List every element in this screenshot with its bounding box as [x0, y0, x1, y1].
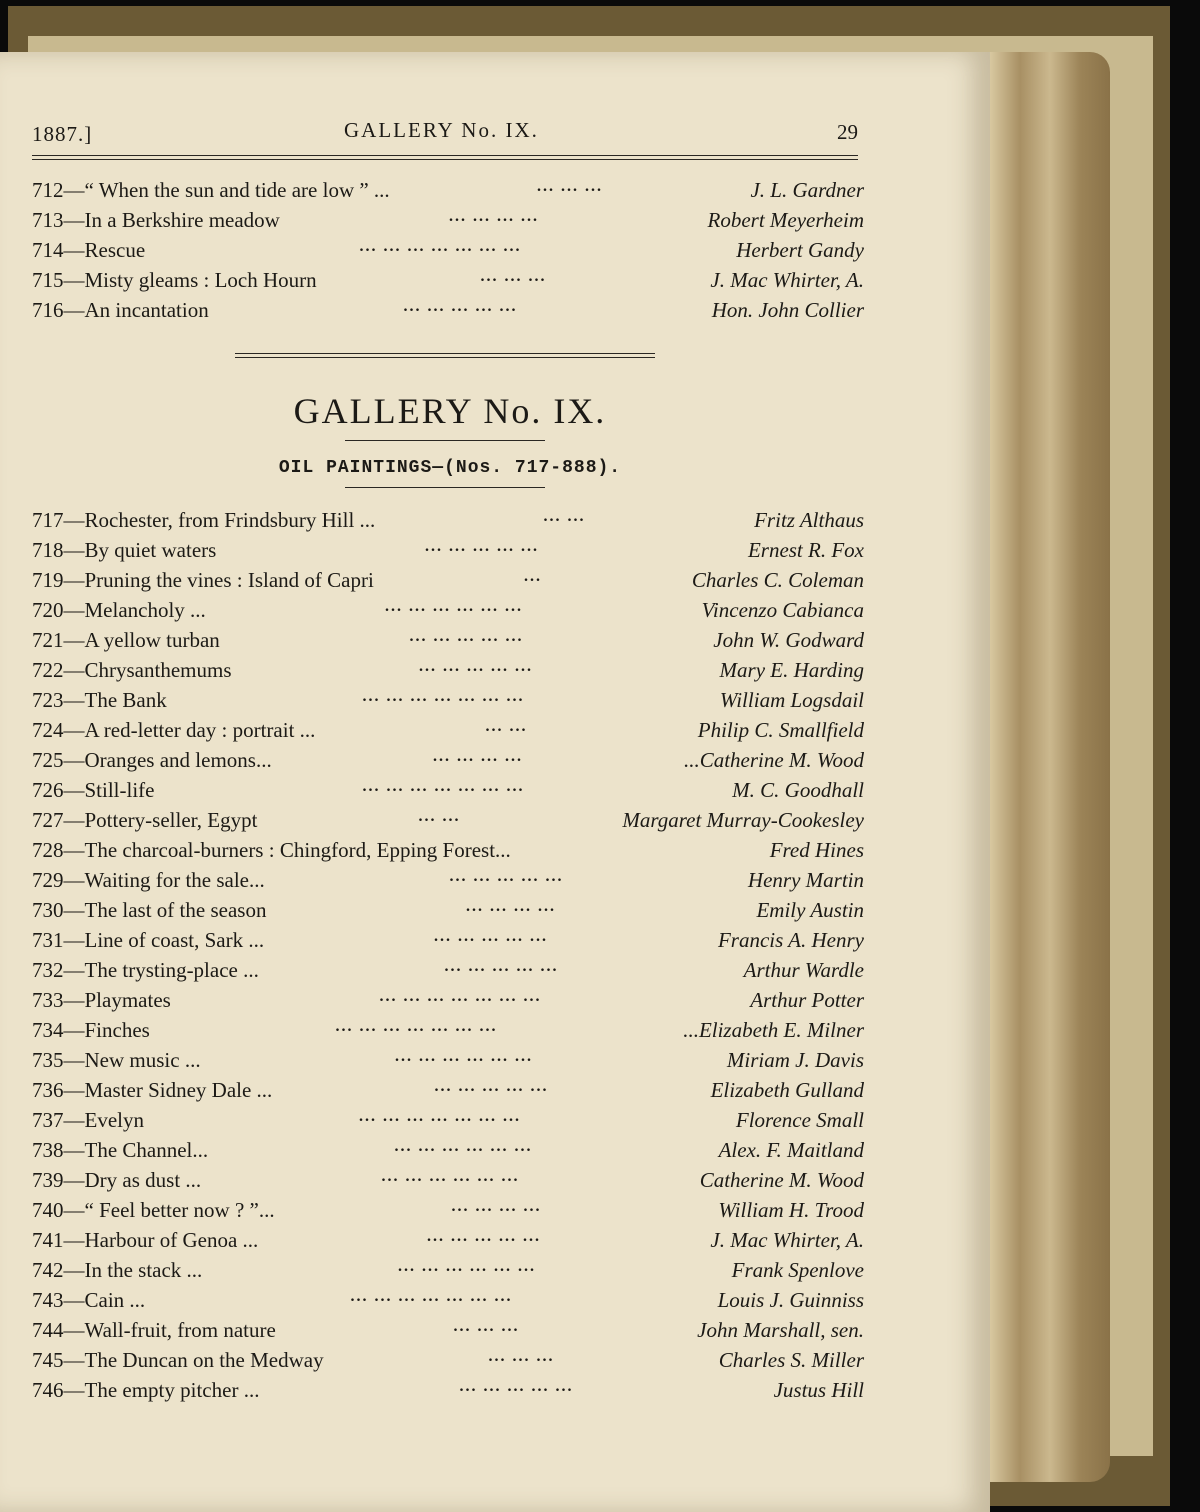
catalogue-entry	[32, 1226, 864, 1256]
entry-title: 714—Rescue	[32, 238, 146, 262]
leader-dots: ... ... ... ... ...	[444, 958, 559, 975]
entry-title: 741—Harbour of Genoa ...	[32, 1228, 259, 1252]
catalogue-entry	[32, 206, 864, 236]
catalogue-entry	[32, 1016, 864, 1046]
entry-artist: ...Catherine M. Wood	[683, 748, 864, 772]
entry-title: 738—The Channel...	[32, 1138, 209, 1162]
leader-dots: ... ... ... ...	[466, 898, 556, 915]
leader-dots: ... ... ... ...	[449, 208, 539, 225]
entry-artist: Fred Hines	[769, 838, 864, 862]
catalogue-entry	[32, 836, 864, 866]
entry-artist: Frank Spenlove	[731, 1258, 864, 1282]
catalogue-entry	[32, 746, 864, 776]
entry-artist: John W. Godward	[713, 628, 864, 652]
entry-title: 723—The Bank	[32, 688, 167, 712]
entry-title: 733—Playmates	[32, 988, 171, 1012]
leader-dots: ... ... ... ... ... ... ...	[335, 1018, 498, 1035]
entry-title: 739—Dry as dust ...	[32, 1168, 202, 1192]
entry-title: 742—In the stack ...	[32, 1258, 203, 1282]
entry-artist: William H. Trood	[718, 1198, 864, 1222]
catalogue-entry	[32, 236, 864, 266]
entry-title: 729—Waiting for the sale...	[32, 868, 265, 892]
catalogue-entry	[32, 986, 864, 1016]
entry-title: 715—Misty gleams : Loch Hourn	[32, 268, 317, 292]
entry-title: 746—The empty pitcher ...	[32, 1378, 260, 1402]
catalogue-entry	[32, 176, 864, 206]
catalogue-list	[32, 506, 864, 1406]
catalogue-entry	[32, 1196, 864, 1226]
leader-dots: ... ... ...	[537, 178, 603, 195]
catalogue-entry	[32, 596, 864, 626]
catalogue-entry	[32, 926, 864, 956]
entry-title: 724—A red-letter day : portrait ...	[32, 718, 316, 742]
entry-title: 716—An incantation	[32, 298, 209, 322]
catalogue-entry	[32, 1136, 864, 1166]
entry-title: 731—Line of coast, Sark ...	[32, 928, 265, 952]
catalogue-entry	[32, 1046, 864, 1076]
catalogue-entry	[32, 1166, 864, 1196]
entry-artist: Henry Martin	[747, 868, 864, 892]
leader-dots: ... ... ... ... ... ...	[395, 1048, 533, 1065]
entry-title: 727—Pottery-seller, Egypt	[32, 808, 258, 832]
entry-title: 730—The last of the season	[32, 898, 267, 922]
leader-dots: ... ... ... ...	[451, 1198, 542, 1215]
leader-dots: ... ... ...	[480, 268, 547, 285]
leader-dots: ... ... ... ... ...	[459, 1378, 574, 1395]
leader-dots: ... ... ... ... ... ... ...	[379, 988, 542, 1005]
leader-dots: ... ... ... ... ... ... ...	[359, 1108, 521, 1125]
entry-artist: M. C. Goodhall	[732, 778, 864, 802]
entry-artist: Charles S. Miller	[718, 1348, 864, 1372]
entry-title: 718—By quiet waters	[32, 538, 217, 562]
leader-dots: ... ... ... ... ...	[449, 868, 564, 885]
catalogue-entry	[32, 1076, 864, 1106]
previous-gallery-list	[32, 176, 864, 326]
entry-artist: Fritz Althaus	[754, 508, 864, 532]
entry-artist: William Logsdail	[719, 688, 864, 712]
entry-artist: John Marshall, sen.	[697, 1318, 864, 1342]
leader-dots: ...	[524, 568, 542, 585]
leader-dots: ... ... ... ... ... ...	[394, 1138, 533, 1155]
entry-title: 725—Oranges and lemons...	[32, 748, 272, 772]
entry-artist: Alex. F. Maitland	[718, 1138, 864, 1162]
catalogue-entry	[32, 1316, 864, 1346]
entry-artist: Justus Hill	[773, 1378, 864, 1402]
catalogue-entry	[32, 896, 864, 926]
entry-title: 737—Evelyn	[32, 1108, 144, 1132]
entry-artist: Vincenzo Cabianca	[701, 598, 864, 622]
catalogue-entry	[32, 536, 864, 566]
page-number: 29	[837, 120, 858, 144]
entry-title: 722—Chrysanthemums	[32, 658, 232, 682]
entry-artist: Emily Austin	[756, 898, 864, 922]
leader-dots: ... ... ...	[488, 1348, 555, 1365]
leader-dots: ... ... ... ... ... ... ...	[362, 778, 525, 795]
catalogue-entry	[32, 506, 864, 536]
catalogue-entry	[32, 776, 864, 806]
entry-title: 717—Rochester, from Frindsbury Hill ...	[32, 508, 376, 532]
entry-artist: Philip C. Smallfield	[697, 718, 864, 742]
leader-dots: ... ... ... ... ...	[409, 628, 524, 645]
subtitle-rule	[345, 487, 545, 488]
catalogue-entry	[32, 1376, 864, 1406]
catalogue-entry	[32, 956, 864, 986]
section-subtitle: OIL PAINTINGS—(Nos. 717-888).	[278, 458, 622, 478]
catalogue-entry	[32, 296, 864, 326]
leader-dots: ... ... ... ... ... ...	[398, 1258, 536, 1275]
entry-title: 736—Master Sidney Dale ...	[32, 1078, 273, 1102]
entry-artist: Miriam J. Davis	[726, 1048, 864, 1072]
leader-dots: ... ...	[485, 718, 528, 735]
catalogue-entry	[32, 686, 864, 716]
leader-dots: ... ...	[543, 508, 586, 525]
running-head	[32, 118, 858, 148]
section-divider	[235, 353, 655, 358]
entry-artist: Robert Meyerheim	[707, 208, 864, 232]
leader-dots: ... ... ... ... ... ... ...	[350, 1288, 513, 1305]
leader-dots: ... ...	[418, 808, 461, 825]
catalogue-entry	[32, 626, 864, 656]
catalogue-entry	[32, 1346, 864, 1376]
leader-dots: ... ... ... ... ...	[403, 298, 518, 315]
leader-dots: ... ... ... ... ...	[425, 538, 539, 555]
entry-title: 726—Still-life	[32, 778, 155, 802]
leader-dots: ... ... ... ... ...	[434, 928, 548, 945]
entry-artist: J. Mac Whirter, A.	[710, 1228, 864, 1252]
catalogue-entry	[32, 1286, 864, 1316]
heading-rule	[345, 440, 545, 441]
entry-title: 719—Pruning the vines : Island of Capri	[32, 568, 374, 592]
entry-artist: Francis A. Henry	[717, 928, 864, 952]
entry-artist: Mary E. Harding	[719, 658, 864, 682]
entry-title: 713—In a Berkshire meadow	[32, 208, 280, 232]
leader-dots: ... ... ... ... ... ...	[381, 1168, 520, 1185]
entry-artist: Catherine M. Wood	[699, 1168, 864, 1192]
entry-artist: Herbert Gandy	[736, 238, 864, 262]
entry-title: 734—Finches	[32, 1018, 150, 1042]
entry-artist: ...Elizabeth E. Milner	[683, 1018, 864, 1042]
leader-dots: ... ... ... ...	[433, 748, 523, 765]
entry-title: 735—New music ...	[32, 1048, 201, 1072]
entry-title: 745—The Duncan on the Medway	[32, 1348, 324, 1372]
entry-artist: Margaret Murray-Cookesley	[622, 808, 864, 832]
entry-title: 732—The trysting-place ...	[32, 958, 259, 982]
gallery-heading: GALLERY No. IX.	[293, 391, 607, 431]
entry-artist: Florence Small	[735, 1108, 864, 1132]
entry-title: 712—“ When the sun and tide are low ” ...	[32, 178, 390, 202]
catalogue-entry	[32, 1256, 864, 1286]
entry-artist: Arthur Wardle	[743, 958, 864, 982]
entry-artist: Charles C. Coleman	[691, 568, 864, 592]
leader-dots: ... ... ... ... ... ... ...	[359, 238, 522, 255]
leader-dots: ... ... ... ... ... ... ...	[362, 688, 525, 705]
entry-title: 740—“ Feel better now ? ”...	[32, 1198, 275, 1222]
entry-title: 720—Melancholy ...	[32, 598, 206, 622]
catalogue-entry	[32, 806, 864, 836]
catalogue-entry	[32, 566, 864, 596]
leader-dots: ... ... ... ... ...	[434, 1078, 549, 1095]
leader-dots: ... ... ...	[453, 1318, 520, 1335]
entry-artist: Arthur Potter	[750, 988, 864, 1012]
catalogue-entry	[32, 1106, 864, 1136]
leader-dots: ... ... ... ... ...	[427, 1228, 541, 1245]
entry-title: 721—A yellow turban	[32, 628, 220, 652]
entry-artist: J. L. Gardner	[750, 178, 864, 202]
entry-title: 728—The charcoal-burners : Chingford, Epping Forest...	[32, 838, 511, 862]
entry-artist: Louis J. Guinniss	[717, 1288, 864, 1312]
leader-dots: ... ... ... ... ...	[419, 658, 533, 675]
entry-title: 743—Cain ...	[32, 1288, 146, 1312]
leader-dots: ... ... ... ... ... ...	[385, 598, 523, 615]
catalogue-entry	[32, 656, 864, 686]
header-rule	[32, 155, 858, 160]
running-head-year: 1887.]	[32, 122, 93, 146]
entry-title: 744—Wall-fruit, from nature	[32, 1318, 276, 1342]
catalogue-entry	[32, 716, 864, 746]
entry-artist: Elizabeth Gulland	[710, 1078, 864, 1102]
entry-artist: Ernest R. Fox	[747, 538, 864, 562]
running-head-title: GALLERY No. IX.	[344, 118, 539, 142]
catalogue-entry	[32, 266, 864, 296]
catalogue-entry	[32, 866, 864, 896]
entry-artist: J. Mac Whirter, A.	[710, 268, 864, 292]
entry-artist: Hon. John Collier	[711, 298, 864, 322]
